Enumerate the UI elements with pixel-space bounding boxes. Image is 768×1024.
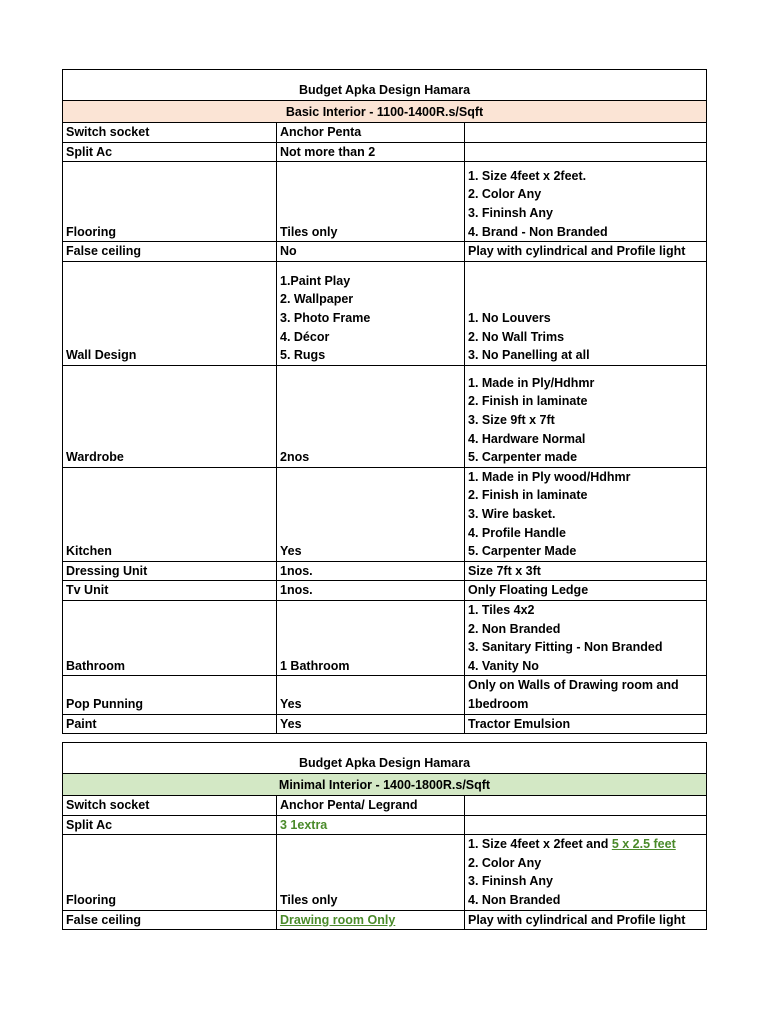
row-label: Tv Unit bbox=[63, 581, 277, 601]
row-spec: 3 1extra bbox=[277, 815, 465, 835]
row-details: Only on Walls of Drawing room and 1bedroom bbox=[465, 676, 707, 714]
table-row bbox=[63, 676, 707, 714]
row-spec: Tiles only bbox=[277, 835, 465, 910]
row-label: Split Ac bbox=[63, 142, 277, 162]
row-label: Switch socket bbox=[63, 796, 277, 816]
row-spec: Not more than 2 bbox=[277, 142, 465, 162]
row-label: Dressing Unit bbox=[63, 561, 277, 581]
row-label: Bathroom bbox=[63, 600, 277, 675]
table-row bbox=[63, 123, 707, 143]
row-details: Play with cylindrical and Profile light bbox=[465, 242, 707, 262]
budget-table-minimal bbox=[62, 742, 707, 930]
table-row bbox=[63, 796, 707, 816]
row-details bbox=[465, 142, 707, 162]
table-row bbox=[63, 910, 707, 930]
table-row bbox=[63, 261, 707, 365]
row-spec: 1nos. bbox=[277, 561, 465, 581]
row-details bbox=[465, 796, 707, 816]
table-row bbox=[63, 600, 707, 675]
row-spec: Drawing room Only bbox=[277, 910, 465, 930]
table-row bbox=[63, 581, 707, 601]
table-row bbox=[63, 162, 707, 242]
row-details: Tractor Emulsion bbox=[465, 714, 707, 734]
budget-table-basic bbox=[62, 69, 707, 734]
row-spec: Anchor Penta/ Legrand bbox=[277, 796, 465, 816]
table-row bbox=[63, 714, 707, 734]
table-row bbox=[63, 467, 707, 561]
row-label: Wall Design bbox=[63, 261, 277, 365]
table-row bbox=[63, 242, 707, 262]
row-label: Flooring bbox=[63, 835, 277, 910]
table-row bbox=[63, 365, 707, 467]
row-details: 1. Size 4feet x 2feet. 2. Color Any 3. Fininsh Any 4. Brand - Non Branded bbox=[465, 162, 707, 242]
row-spec: 1.Paint Play 2. Wallpaper 3. Photo Frame 4. Décor 5. Rugs bbox=[277, 261, 465, 365]
table-title: Budget Apka Design Hamara bbox=[63, 743, 707, 774]
row-label: False ceiling bbox=[63, 910, 277, 930]
row-details: 1. Made in Ply wood/Hdhmr 2. Finish in laminate 3. Wire basket. 4. Profile Handle 5. Carpenter Made bbox=[465, 467, 707, 561]
table-row bbox=[63, 142, 707, 162]
row-details: 1. Size 4feet x 2feet and 5 x 2.5 feet 2. Color Any 3. Fininsh Any 4. Non Branded bbox=[465, 835, 707, 910]
row-spec: Yes bbox=[277, 467, 465, 561]
row-details bbox=[465, 123, 707, 143]
row-spec: Tiles only bbox=[277, 162, 465, 242]
row-spec: Anchor Penta bbox=[277, 123, 465, 143]
row-spec: 1 Bathroom bbox=[277, 600, 465, 675]
table-row bbox=[63, 835, 707, 910]
row-label: Split Ac bbox=[63, 815, 277, 835]
row-details bbox=[465, 815, 707, 835]
row-spec: Yes bbox=[277, 676, 465, 714]
row-details: Size 7ft x 3ft bbox=[465, 561, 707, 581]
row-spec: 1nos. bbox=[277, 581, 465, 601]
row-label: Pop Punning bbox=[63, 676, 277, 714]
row-details: 1. No Louvers 2. No Wall Trims 3. No Panelling at all bbox=[465, 261, 707, 365]
table-title: Budget Apka Design Hamara bbox=[63, 70, 707, 101]
row-spec: Yes bbox=[277, 714, 465, 734]
table-row bbox=[63, 561, 707, 581]
row-spec: No bbox=[277, 242, 465, 262]
row-label: Wardrobe bbox=[63, 365, 277, 467]
row-label: False ceiling bbox=[63, 242, 277, 262]
row-details: Play with cylindrical and Profile light bbox=[465, 910, 707, 930]
row-details: 1. Made in Ply/Hdhmr 2. Finish in laminate 3. Size 9ft x 7ft 4. Hardware Normal 5. Carpenter made bbox=[465, 365, 707, 467]
table-subtitle: Basic Interior - 1100-1400R.s/Sqft bbox=[63, 101, 707, 123]
row-details: Only Floating Ledge bbox=[465, 581, 707, 601]
row-label: Switch socket bbox=[63, 123, 277, 143]
table-subtitle: Minimal Interior - 1400-1800R.s/Sqft bbox=[63, 774, 707, 796]
highlighted-change: 5 x 2.5 feet bbox=[611, 837, 676, 852]
row-label: Flooring bbox=[63, 162, 277, 242]
row-details: 1. Tiles 4x2 2. Non Branded 3. Sanitary Fitting - Non Branded 4. Vanity No bbox=[465, 600, 707, 675]
row-spec: 2nos bbox=[277, 365, 465, 467]
row-label: Paint bbox=[63, 714, 277, 734]
row-label: Kitchen bbox=[63, 467, 277, 561]
table-row bbox=[63, 815, 707, 835]
